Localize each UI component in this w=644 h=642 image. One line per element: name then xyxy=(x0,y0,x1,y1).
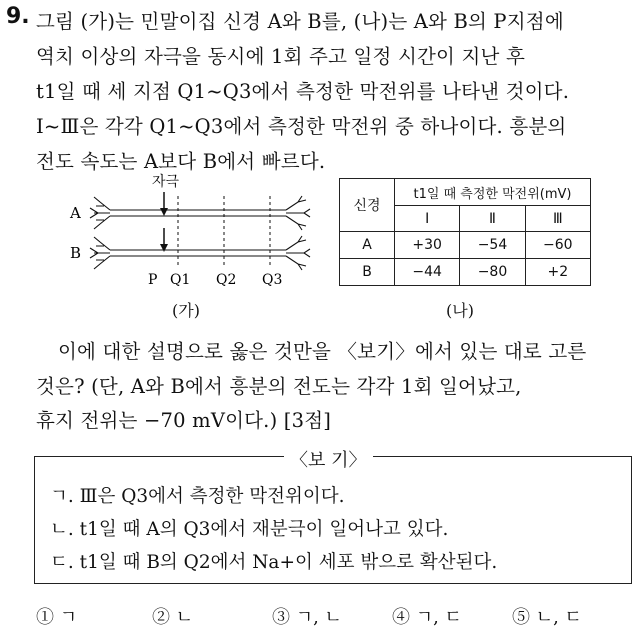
table-row-neuron: A xyxy=(340,232,395,259)
question-line-4: Ⅰ~Ⅲ은 각각 Q1~Q3에서 측정한 막전위 중 하나이다. 흥분의 xyxy=(36,115,567,138)
table-col-header: Ⅲ xyxy=(525,206,590,232)
choice-2[interactable]: ② ㄴ xyxy=(152,607,194,628)
choice-1[interactable]: ① ㄱ xyxy=(36,607,78,628)
bogi-item-3: ㄷ. t1일 때 B의 Q2에서 Na+이 세포 밖으로 확산된다. xyxy=(50,552,498,573)
choice-3[interactable]: ③ ㄱ, ㄴ xyxy=(272,607,342,628)
table-cell: +30 xyxy=(395,232,460,259)
question-number: 9. xyxy=(6,4,30,29)
membrane-potential-table xyxy=(339,178,591,286)
neuron-a xyxy=(90,196,310,230)
table-cell: −60 xyxy=(525,232,590,259)
point-q2-label: Q2 xyxy=(216,272,237,288)
question-line-2: 역치 이상의 자극을 동시에 1회 주고 일정 시간이 지난 후 xyxy=(36,45,526,68)
figure-ga-caption: (가) xyxy=(172,301,200,320)
table-cell: −54 xyxy=(460,232,525,259)
table-na-caption: (나) xyxy=(446,301,474,320)
point-q1-label: Q1 xyxy=(170,272,191,288)
bogi-title: 〈보 기〉 xyxy=(284,446,373,472)
prompt-line-1: 이에 대한 설명으로 옳은 것만을 〈보기〉에서 있는 대로 고른 xyxy=(58,340,587,363)
table-row-neuron: B xyxy=(340,259,395,286)
stimulus-label: 자극 xyxy=(152,174,180,190)
table-header-group: t1일 때 측정한 막전위(mV) xyxy=(395,179,591,206)
table-header-neuron: 신경 xyxy=(340,179,395,232)
point-p-label: P xyxy=(148,272,158,288)
table-row xyxy=(340,232,591,259)
point-q3-label: Q3 xyxy=(262,272,283,288)
table-row xyxy=(340,259,591,286)
choice-4[interactable]: ④ ㄱ, ㄷ xyxy=(392,607,462,628)
neuron-b xyxy=(90,236,310,270)
table-col-header: Ⅱ xyxy=(460,206,525,232)
nerve-diagram xyxy=(60,166,330,294)
prompt-line-3: 휴지 전위는 −70 mV이다.) [3점] xyxy=(36,409,332,432)
table-cell: −80 xyxy=(460,259,525,286)
choice-5[interactable]: ⑤ ㄴ, ㄷ xyxy=(512,607,582,628)
neuron-a-label: A xyxy=(70,204,81,222)
prompt-line-2: 것은? (단, A와 B에서 흥분의 전도는 각각 1회 일어났고, xyxy=(36,375,522,398)
table-col-header: Ⅰ xyxy=(395,206,460,232)
table-cell: +2 xyxy=(525,259,590,286)
bogi-item-2: ㄴ. t1일 때 A의 Q3에서 재분극이 일어나고 있다. xyxy=(50,519,449,540)
table-cell: −44 xyxy=(395,259,460,286)
neuron-b-label: B xyxy=(70,244,82,262)
bogi-item-1: ㄱ. Ⅲ은 Q3에서 측정한 막전위이다. xyxy=(50,486,345,507)
question-line-5: 전도 속도는 A보다 B에서 빠르다. xyxy=(36,150,326,173)
question-line-1: 그림 (가)는 민말이집 신경 A와 B를, (나)는 A와 B의 P지점에 xyxy=(36,10,564,33)
question-line-3: t1일 때 세 지점 Q1~Q3에서 측정한 막전위를 나타낸 것이다. xyxy=(36,80,570,103)
